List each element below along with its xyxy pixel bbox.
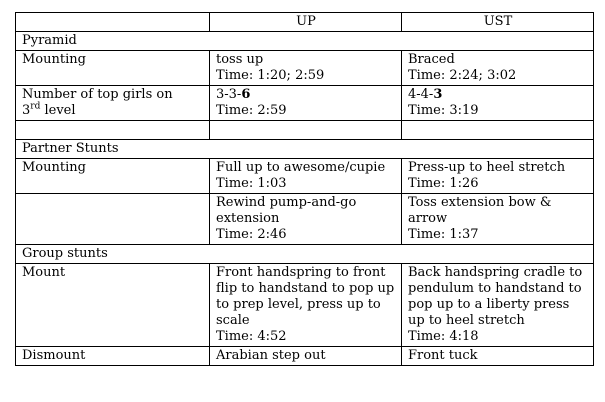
time-text: Time: 1:37 <box>408 227 479 242</box>
row-label-partner-mounting: Mounting <box>16 159 210 194</box>
skill-text: Front handspring to front flip to handstand to pop up to prep level, press up to scale <box>216 265 395 328</box>
up-cell: Arabian step out <box>210 347 402 366</box>
ust-cell <box>402 264 594 347</box>
header-up: UP <box>210 13 402 32</box>
label-ordinal: 3rd level <box>22 101 76 118</box>
up-cell <box>210 264 402 347</box>
time-text: Time: 3:19 <box>408 103 479 118</box>
table-row <box>16 51 594 86</box>
row-label-pyramid-mounting: Mounting <box>16 51 210 86</box>
comparison-table <box>15 12 594 366</box>
count-text: 3-3-6 <box>216 87 251 102</box>
section-title-group-stunts: Group stunts <box>16 245 594 264</box>
row-label-dismount: Dismount <box>16 347 210 366</box>
table-row <box>16 347 594 366</box>
section-title-partner-stunts: Partner Stunts <box>16 140 594 159</box>
time-text: Time: 2:46 <box>216 227 287 242</box>
time-text: Time: 1:20; 2:59 <box>216 68 325 83</box>
ust-cell <box>402 159 594 194</box>
ust-cell <box>402 86 594 121</box>
skill-text: Full up to awesome/cupie <box>216 160 386 175</box>
ust-cell <box>402 51 594 86</box>
up-cell <box>210 159 402 194</box>
section-row-partner-stunts <box>16 140 594 159</box>
table-row <box>16 86 594 121</box>
skill-text: Toss extension bow & arrow <box>408 195 552 226</box>
skill-text: toss up <box>216 52 264 67</box>
time-text: Time: 4:52 <box>216 329 287 344</box>
row-label-blank <box>16 194 210 245</box>
ust-cell: Front tuck <box>402 347 594 366</box>
header-row <box>16 13 594 32</box>
table-row <box>16 159 594 194</box>
time-text: Time: 1:26 <box>408 176 479 191</box>
header-blank-cell <box>16 13 210 32</box>
table-row <box>16 264 594 347</box>
time-text: Time: 4:18 <box>408 329 479 344</box>
time-text: Time: 2:24; 3:02 <box>408 68 517 83</box>
skill-text: Braced <box>408 52 455 67</box>
up-cell <box>210 86 402 121</box>
skill-text: Press-up to heel stretch <box>408 160 566 175</box>
up-cell <box>210 194 402 245</box>
empty-row <box>16 121 594 140</box>
time-text: Time: 2:59 <box>216 103 287 118</box>
row-label-top-girls <box>16 86 210 121</box>
ust-cell <box>402 194 594 245</box>
skill-text: Back handspring cradle to pendulum to handstand to pop up to a liberty press up to heel stretch <box>408 265 583 328</box>
header-ust: UST <box>402 13 594 32</box>
up-cell <box>210 51 402 86</box>
table-row <box>16 194 594 245</box>
label-line: Number of top girls on <box>22 87 173 102</box>
section-title-pyramid: Pyramid <box>16 32 594 51</box>
time-text: Time: 1:03 <box>216 176 287 191</box>
section-row-group-stunts <box>16 245 594 264</box>
count-text: 4-4-3 <box>408 87 443 102</box>
section-row-pyramid <box>16 32 594 51</box>
row-label-group-mount: Mount <box>16 264 210 347</box>
skill-text: Rewind pump-and-go extension <box>216 195 357 226</box>
